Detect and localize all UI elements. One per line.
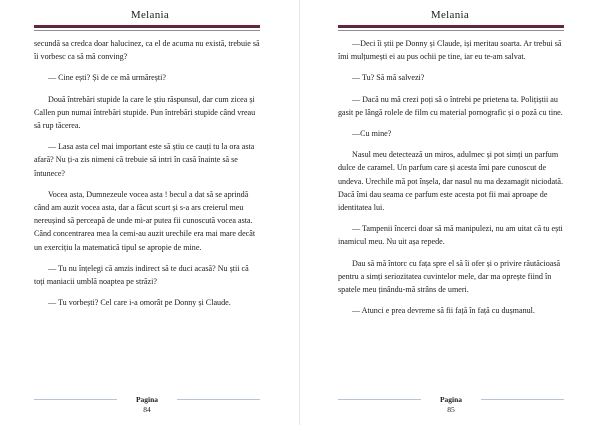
paragraph: —Cu mine? <box>352 129 392 139</box>
paragraph: — Tampenii încerci doar să mă manipulezi, nu am uitat că tu ești inamicul meu. Nu uit așa repede. <box>338 224 563 247</box>
page-number: 85 <box>447 405 455 414</box>
paragraph: secundă sa credca doar halucinez, ca el de acuma nu există, trebuie să îi vorbesc ca să mă conving? <box>34 39 260 62</box>
paragraph: — Tu nu înțelegi că amzis indirect să te duci acasă? Nu știi că toți maniacii umblă noaptea pe străzi? <box>34 263 249 287</box>
right-page <box>300 0 600 425</box>
paragraph: — Tu? Să mă salvezi? <box>352 73 425 83</box>
running-header: Melania <box>130 9 170 21</box>
paragraph: —Deci îi știi pe Donny și Claude, iși meritau soarta. Ar trebui să îmi mulțumești ei au pus ochii pe tine, iar eu te-am salvat. <box>338 39 562 62</box>
paragraph: Două întrebări stupide la care le știu răspunsul, dar cum zicea și Callen pun numai întrebări stupide. Pun întrebări stupide când vreau să rup tăcerea. <box>34 94 256 131</box>
footer-label: Pagina <box>117 395 177 404</box>
paragraph: — Lasa asta cel mai important este să știu ce cauți tu la ora asta afară? Nu ți-a zis nimeni că trebuie să intri în casă înainte să se întunece? <box>34 142 255 178</box>
header-rule <box>338 25 564 28</box>
footer-label: Pagina <box>421 395 481 404</box>
page-body <box>34 37 260 317</box>
paragraph: — Dacă nu mă crezi poți să o întrebi pe prietena ta. Polițiștii au gasit pe lângă rolele de film cu material pornografic și o poză cu tine. <box>338 94 563 117</box>
page-body <box>338 37 564 325</box>
header-subrule <box>338 30 564 31</box>
paragraph: — Tu vorbești? Cel care i-a omorât pe Donny și Claude. <box>48 298 231 308</box>
paragraph: — Cine ești? Și de ce mă urmărești? <box>48 73 166 83</box>
header-subrule <box>34 30 260 31</box>
header-rule <box>34 25 260 28</box>
paragraph: — Atunci e prea devreme să fii față în față cu dușmanul. <box>352 306 535 316</box>
paragraph: Nasul meu detectează un miros, adulmec și pot simți un parfum dulce de caramel. Un parfum care și acesta îmi pare cunoscut de undeva. Urechile mă pot înșela, dar nasul nu ma dezamagit niciodată. Dacă îmi dau seama ce parfum este acesta pot fii mai aproape de identitatea lui. <box>338 150 563 213</box>
paragraph: Vocea asta, Dumnezeule vocea asta ! becul a dat să se aprindă când am auzit vocea asta, dar a făcut scurt și s-a ars creierul meu nereușind să perceapă de unde mi-ar putea fii cunoscută vocea asta. Când concentrarea mea la cemi-au auzit urechile era mai mare decât un exercițiu la matematică tipul se apropie de mine. <box>34 189 256 252</box>
paragraph: Dau să mă întorc cu fața spre el să îi ofer și o privire răutăcioasă pentru a simți seriozitatea cuvintelor mele, dar ma oprește fiind în spatele meu ținându-mă strâns de umeri. <box>338 258 561 295</box>
page-number: 84 <box>143 405 151 414</box>
running-header: Melania <box>430 9 470 21</box>
